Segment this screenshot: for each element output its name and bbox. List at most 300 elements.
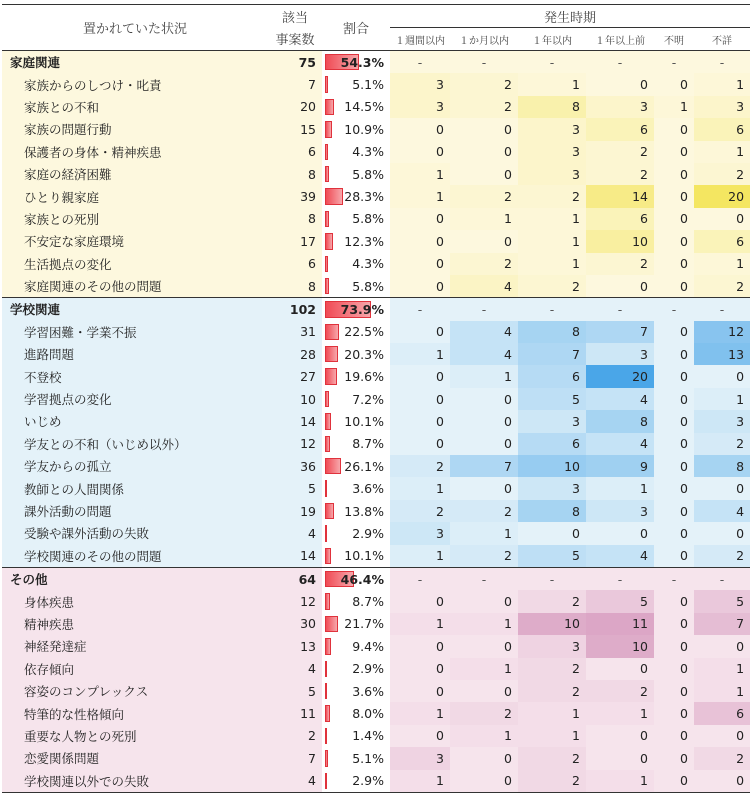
row-label: いじめ xyxy=(24,414,62,430)
period-value: 2 xyxy=(586,163,654,185)
period-value: 2 xyxy=(450,185,518,207)
ratio-bar xyxy=(325,458,341,474)
period-value: 0 xyxy=(390,253,450,275)
ratio-bar xyxy=(325,480,327,496)
row-ratio: 3.6% xyxy=(352,683,384,699)
row-ratio: 3.6% xyxy=(352,481,384,497)
period-value: 14 xyxy=(586,185,654,207)
table-row xyxy=(2,658,750,680)
row-ratio-cell xyxy=(322,96,390,118)
period-value: 0 xyxy=(390,680,450,702)
period-value: 5 xyxy=(694,590,750,612)
period-value: 4 xyxy=(586,433,654,455)
period-value: 1 xyxy=(586,702,654,724)
period-value: 0 xyxy=(390,118,450,140)
period-value: 2 xyxy=(518,275,586,298)
period-value: 1 xyxy=(694,680,750,702)
period-value: 0 xyxy=(654,141,694,163)
row-ratio: 9.4% xyxy=(352,638,384,654)
period-value: 1 xyxy=(518,73,586,95)
period-value: 4 xyxy=(586,545,654,568)
period-value: 0 xyxy=(654,725,694,747)
table-row xyxy=(2,680,750,702)
row-ratio-cell xyxy=(322,658,390,680)
row-label: 身体疾患 xyxy=(24,594,75,610)
header-period-1w: １週間以内 xyxy=(390,28,450,51)
period-value: 0 xyxy=(654,680,694,702)
period-value: 0 xyxy=(390,365,450,387)
period-value: 0 xyxy=(694,208,750,230)
period-value: 1 xyxy=(518,725,586,747)
period-value: 0 xyxy=(654,410,694,432)
table-row xyxy=(2,141,750,163)
row-ratio-cell xyxy=(322,365,390,387)
row-label: 学友からの孤立 xyxy=(24,459,112,475)
period-value: 8 xyxy=(694,455,750,477)
period-value: 0 xyxy=(654,545,694,568)
period-value: 1 xyxy=(694,141,750,163)
ratio-bar xyxy=(325,705,330,721)
row-ratio-cell xyxy=(322,118,390,140)
period-value: 1 xyxy=(390,613,450,635)
table-row xyxy=(2,410,750,432)
row-ratio: 2.9% xyxy=(352,773,384,789)
row-ratio-cell xyxy=(322,163,390,185)
period-value: 2 xyxy=(450,545,518,568)
row-ratio: 5.8% xyxy=(352,166,384,182)
row-count: 39 xyxy=(300,189,316,205)
period-value: 1 xyxy=(390,163,450,185)
row-count: 8 xyxy=(308,211,316,227)
row-count: 5 xyxy=(308,683,316,699)
period-value: 1 xyxy=(694,658,750,680)
ratio-bar xyxy=(325,233,333,249)
period-value: 6 xyxy=(586,118,654,140)
row-count: 7 xyxy=(308,77,316,93)
period-value: 4 xyxy=(586,388,654,410)
period-value: 0 xyxy=(654,702,694,724)
period-value: 0 xyxy=(694,725,750,747)
period-value: 1 xyxy=(450,658,518,680)
period-value: 0 xyxy=(390,410,450,432)
period-value: 2 xyxy=(694,163,750,185)
period-value: 0 xyxy=(654,590,694,612)
period-value: 2 xyxy=(586,680,654,702)
header-period-1m: １か月以内 xyxy=(450,28,518,51)
period-value: 1 xyxy=(518,253,586,275)
period-value: 3 xyxy=(586,500,654,522)
category-name: 学校関連 xyxy=(10,302,61,318)
period-value: 0 xyxy=(654,73,694,95)
dash-cell: - xyxy=(417,54,423,70)
period-value: 1 xyxy=(518,702,586,724)
period-value: 0 xyxy=(694,477,750,499)
row-count: 13 xyxy=(300,638,316,654)
category-ratio-cell xyxy=(322,298,390,321)
table-row xyxy=(2,388,750,410)
table-row xyxy=(2,477,750,499)
row-ratio: 26.1% xyxy=(344,458,384,474)
row-label: 家族からのしつけ・叱責 xyxy=(24,77,162,93)
period-value: 0 xyxy=(654,365,694,387)
row-count: 5 xyxy=(308,481,316,497)
period-value: 0 xyxy=(450,635,518,657)
ratio-bar xyxy=(325,683,327,699)
dash-cell: - xyxy=(481,571,487,587)
ratio-bar xyxy=(325,99,334,115)
period-value: 7 xyxy=(586,321,654,343)
row-ratio: 5.8% xyxy=(352,211,384,227)
row-count: 15 xyxy=(300,121,316,137)
period-value: 8 xyxy=(518,321,586,343)
row-label: 課外活動の問題 xyxy=(24,504,112,519)
row-count: 17 xyxy=(300,233,316,249)
row-ratio-cell xyxy=(322,185,390,207)
period-value: 6 xyxy=(694,702,750,724)
period-value: 0 xyxy=(654,275,694,298)
ratio-bar xyxy=(325,144,328,160)
period-value: 3 xyxy=(518,141,586,163)
period-value: 12 xyxy=(694,321,750,343)
row-label: 受験や課外活動の失敗 xyxy=(24,526,150,542)
row-count: 12 xyxy=(300,594,316,610)
table-row xyxy=(2,770,750,793)
category-ratio: 73.9% xyxy=(340,301,384,317)
row-ratio-cell xyxy=(322,208,390,230)
period-value: 0 xyxy=(390,208,450,230)
period-value: 0 xyxy=(654,230,694,252)
ratio-bar xyxy=(325,638,331,654)
row-count: 4 xyxy=(308,661,316,677)
period-value: 0 xyxy=(450,680,518,702)
ratio-bar xyxy=(325,593,330,609)
row-ratio-cell xyxy=(322,73,390,95)
row-label: 家庭関連のその他の問題 xyxy=(24,279,162,295)
row-ratio-cell xyxy=(322,388,390,410)
period-value: 0 xyxy=(390,725,450,747)
dash-cell: - xyxy=(617,571,623,587)
row-count: 8 xyxy=(308,278,316,294)
period-value: 1 xyxy=(450,365,518,387)
table-row xyxy=(2,590,750,612)
period-value: 3 xyxy=(518,118,586,140)
period-value: 3 xyxy=(518,410,586,432)
period-value: 3 xyxy=(518,163,586,185)
row-ratio-cell xyxy=(322,410,390,432)
row-ratio-cell xyxy=(322,702,390,724)
table-row xyxy=(2,96,750,118)
row-label: 生活拠点の変化 xyxy=(24,256,112,272)
row-count: 19 xyxy=(300,503,316,519)
table-row xyxy=(2,522,750,544)
row-count: 28 xyxy=(300,346,316,362)
period-value: 0 xyxy=(450,388,518,410)
period-value: 0 xyxy=(586,275,654,298)
period-value: 1 xyxy=(390,770,450,793)
table-row xyxy=(2,185,750,207)
period-value: 4 xyxy=(694,500,750,522)
period-value: 2 xyxy=(518,185,586,207)
row-label: 教師との人間関係 xyxy=(24,481,125,497)
row-ratio: 5.1% xyxy=(352,750,384,766)
table-row xyxy=(2,253,750,275)
category-count: 75 xyxy=(298,54,316,70)
header-period-unspecified: 不詳 xyxy=(694,28,750,51)
ratio-bar xyxy=(325,166,329,182)
header-period-over1y: １年以上前 xyxy=(586,28,654,51)
period-value: 1 xyxy=(694,253,750,275)
dash-cell: - xyxy=(719,571,725,587)
period-value: 3 xyxy=(586,96,654,118)
period-value: 0 xyxy=(654,455,694,477)
row-ratio: 2.9% xyxy=(352,661,384,677)
period-value: 3 xyxy=(390,96,450,118)
period-value: 0 xyxy=(694,365,750,387)
row-ratio: 12.3% xyxy=(344,233,384,249)
ratio-bar xyxy=(325,368,337,384)
period-value: 0 xyxy=(450,747,518,769)
row-label: 容姿のコンプレックス xyxy=(24,684,149,700)
row-ratio-cell xyxy=(322,725,390,747)
dash-cell: - xyxy=(417,301,423,317)
dash-cell: - xyxy=(617,54,623,70)
row-count: 31 xyxy=(300,324,316,340)
period-value: 2 xyxy=(518,680,586,702)
row-count: 6 xyxy=(308,256,316,272)
category-count: 64 xyxy=(298,571,316,587)
table-row xyxy=(2,73,750,95)
table-row xyxy=(2,321,750,343)
category-count: 102 xyxy=(289,301,316,317)
category-name: 家庭関連 xyxy=(10,55,61,71)
period-value: 0 xyxy=(450,477,518,499)
table-row xyxy=(2,118,750,140)
period-value: 0 xyxy=(654,321,694,343)
dash-cell: - xyxy=(671,54,677,70)
period-value: 0 xyxy=(586,725,654,747)
row-ratio-cell xyxy=(322,253,390,275)
dash-cell: - xyxy=(549,571,555,587)
category-ratio-cell xyxy=(322,567,390,590)
category-ratio-cell xyxy=(322,51,390,74)
period-value: 2 xyxy=(694,433,750,455)
period-value: 2 xyxy=(450,73,518,95)
ratio-bar xyxy=(325,391,329,407)
table-row xyxy=(2,702,750,724)
period-value: 1 xyxy=(390,702,450,724)
row-label: 家族との不和 xyxy=(24,99,100,115)
period-value: 10 xyxy=(518,455,586,477)
period-value: 0 xyxy=(654,500,694,522)
period-value: 4 xyxy=(450,275,518,298)
row-count: 27 xyxy=(300,369,316,385)
row-ratio: 7.2% xyxy=(352,391,384,407)
row-label: 依存傾向 xyxy=(24,661,75,677)
period-value: 0 xyxy=(654,522,694,544)
period-value: 0 xyxy=(654,343,694,365)
ratio-bar xyxy=(325,503,334,519)
row-count: 6 xyxy=(308,144,316,160)
period-value: 0 xyxy=(390,658,450,680)
category-ratio: 54.3% xyxy=(340,54,384,70)
period-value: 0 xyxy=(390,590,450,612)
period-value: 0 xyxy=(586,522,654,544)
ratio-bar xyxy=(325,211,329,227)
period-value: 6 xyxy=(694,118,750,140)
ratio-bar xyxy=(325,436,330,452)
row-ratio: 8.0% xyxy=(352,706,384,722)
period-value: 1 xyxy=(450,522,518,544)
ratio-bar xyxy=(325,548,331,564)
period-value: 5 xyxy=(518,545,586,568)
period-value: 10 xyxy=(518,613,586,635)
period-value: 20 xyxy=(694,185,750,207)
period-value: 1 xyxy=(450,613,518,635)
period-value: 1 xyxy=(654,96,694,118)
table-row xyxy=(2,635,750,657)
period-value: 3 xyxy=(694,410,750,432)
period-value: 0 xyxy=(450,590,518,612)
dash-cell: - xyxy=(549,54,555,70)
row-ratio-cell xyxy=(322,545,390,568)
period-value: 2 xyxy=(586,253,654,275)
row-label: 学校関連以外での失敗 xyxy=(2,770,268,793)
row-label: 学友との不和（いじめ以外） xyxy=(24,436,187,452)
table-row xyxy=(2,747,750,769)
period-value: 0 xyxy=(586,658,654,680)
row-label: 恋愛関係問題 xyxy=(24,751,100,767)
row-ratio-cell xyxy=(322,477,390,499)
period-value: 2 xyxy=(518,658,586,680)
row-ratio-cell xyxy=(322,680,390,702)
period-value: 1 xyxy=(390,477,450,499)
period-value: 11 xyxy=(586,613,654,635)
category-row-other xyxy=(2,567,750,590)
dash-cell: - xyxy=(719,54,725,70)
period-value: 2 xyxy=(450,702,518,724)
row-label: 不安定な家庭環境 xyxy=(24,234,125,250)
ratio-bar xyxy=(325,121,332,137)
period-value: 0 xyxy=(390,230,450,252)
period-value: 0 xyxy=(654,770,694,793)
table-row xyxy=(2,163,750,185)
dash-cell: - xyxy=(417,571,423,587)
period-value: 3 xyxy=(390,73,450,95)
period-value: 0 xyxy=(450,163,518,185)
period-value: 4 xyxy=(450,321,518,343)
row-count: 8 xyxy=(308,166,316,182)
row-ratio-cell xyxy=(322,141,390,163)
period-value: 6 xyxy=(518,365,586,387)
category-name: その他 xyxy=(10,572,48,588)
row-ratio: 2.9% xyxy=(352,525,384,541)
period-value: 1 xyxy=(390,343,450,365)
ratio-bar xyxy=(325,256,328,272)
row-ratio: 1.4% xyxy=(352,728,384,744)
period-value: 0 xyxy=(518,522,586,544)
ratio-bar xyxy=(325,773,327,789)
table-row xyxy=(2,455,750,477)
row-count: 12 xyxy=(300,436,316,452)
row-ratio-cell xyxy=(322,275,390,298)
ratio-bar xyxy=(325,525,327,541)
row-ratio: 19.6% xyxy=(344,369,384,385)
period-value: 1 xyxy=(390,185,450,207)
period-value: 4 xyxy=(450,343,518,365)
category-row-school xyxy=(2,298,750,321)
period-value: 0 xyxy=(694,522,750,544)
row-ratio-cell xyxy=(322,343,390,365)
period-value: 3 xyxy=(390,747,450,769)
period-value: 2 xyxy=(390,455,450,477)
period-value: 2 xyxy=(694,545,750,568)
period-value: 1 xyxy=(518,208,586,230)
row-ratio: 8.7% xyxy=(352,436,384,452)
period-value: 0 xyxy=(654,208,694,230)
row-count: 14 xyxy=(300,413,316,429)
row-ratio-cell xyxy=(322,522,390,544)
header-timing: 発生時期 xyxy=(390,5,750,28)
period-value: 1 xyxy=(694,73,750,95)
row-ratio: 13.8% xyxy=(344,503,384,519)
ratio-bar xyxy=(325,661,327,677)
period-value: 0 xyxy=(654,433,694,455)
period-value: 5 xyxy=(518,388,586,410)
row-ratio-cell xyxy=(322,433,390,455)
period-value: 2 xyxy=(694,747,750,769)
period-value: 10 xyxy=(586,230,654,252)
row-count: 2 xyxy=(308,728,316,744)
period-value: 0 xyxy=(390,321,450,343)
ratio-bar xyxy=(325,750,328,766)
period-value: 2 xyxy=(450,500,518,522)
row-ratio-cell xyxy=(322,455,390,477)
period-value: 3 xyxy=(586,343,654,365)
period-value: 7 xyxy=(694,613,750,635)
row-label: 学習困難・学業不振 xyxy=(24,324,137,340)
period-value: 1 xyxy=(518,230,586,252)
period-value: 0 xyxy=(390,275,450,298)
period-value: 6 xyxy=(694,230,750,252)
period-value: 2 xyxy=(518,747,586,769)
row-ratio: 5.1% xyxy=(352,77,384,93)
period-value: 3 xyxy=(518,635,586,657)
period-value: 0 xyxy=(450,770,518,793)
header-period-unknown: 不明 xyxy=(654,28,694,51)
period-value: 8 xyxy=(518,500,586,522)
situation-table xyxy=(2,4,750,793)
period-value: 5 xyxy=(586,590,654,612)
table-row xyxy=(2,545,750,568)
period-value: 0 xyxy=(654,747,694,769)
period-value: 1 xyxy=(390,545,450,568)
row-label: 精神疾患 xyxy=(24,616,75,632)
table-row xyxy=(2,725,750,747)
row-count: 14 xyxy=(300,548,316,564)
row-label: 特筆的な性格傾向 xyxy=(24,706,125,722)
period-value: 0 xyxy=(586,73,654,95)
ratio-bar xyxy=(325,324,339,340)
period-value: 1 xyxy=(694,388,750,410)
row-count: 20 xyxy=(300,99,316,115)
row-label: 家庭の経済困難 xyxy=(24,167,112,183)
period-value: 1 xyxy=(586,477,654,499)
period-value: 3 xyxy=(518,477,586,499)
period-value: 0 xyxy=(654,185,694,207)
row-ratio-cell xyxy=(322,770,390,793)
table-body xyxy=(2,51,750,793)
period-value: 7 xyxy=(450,455,518,477)
